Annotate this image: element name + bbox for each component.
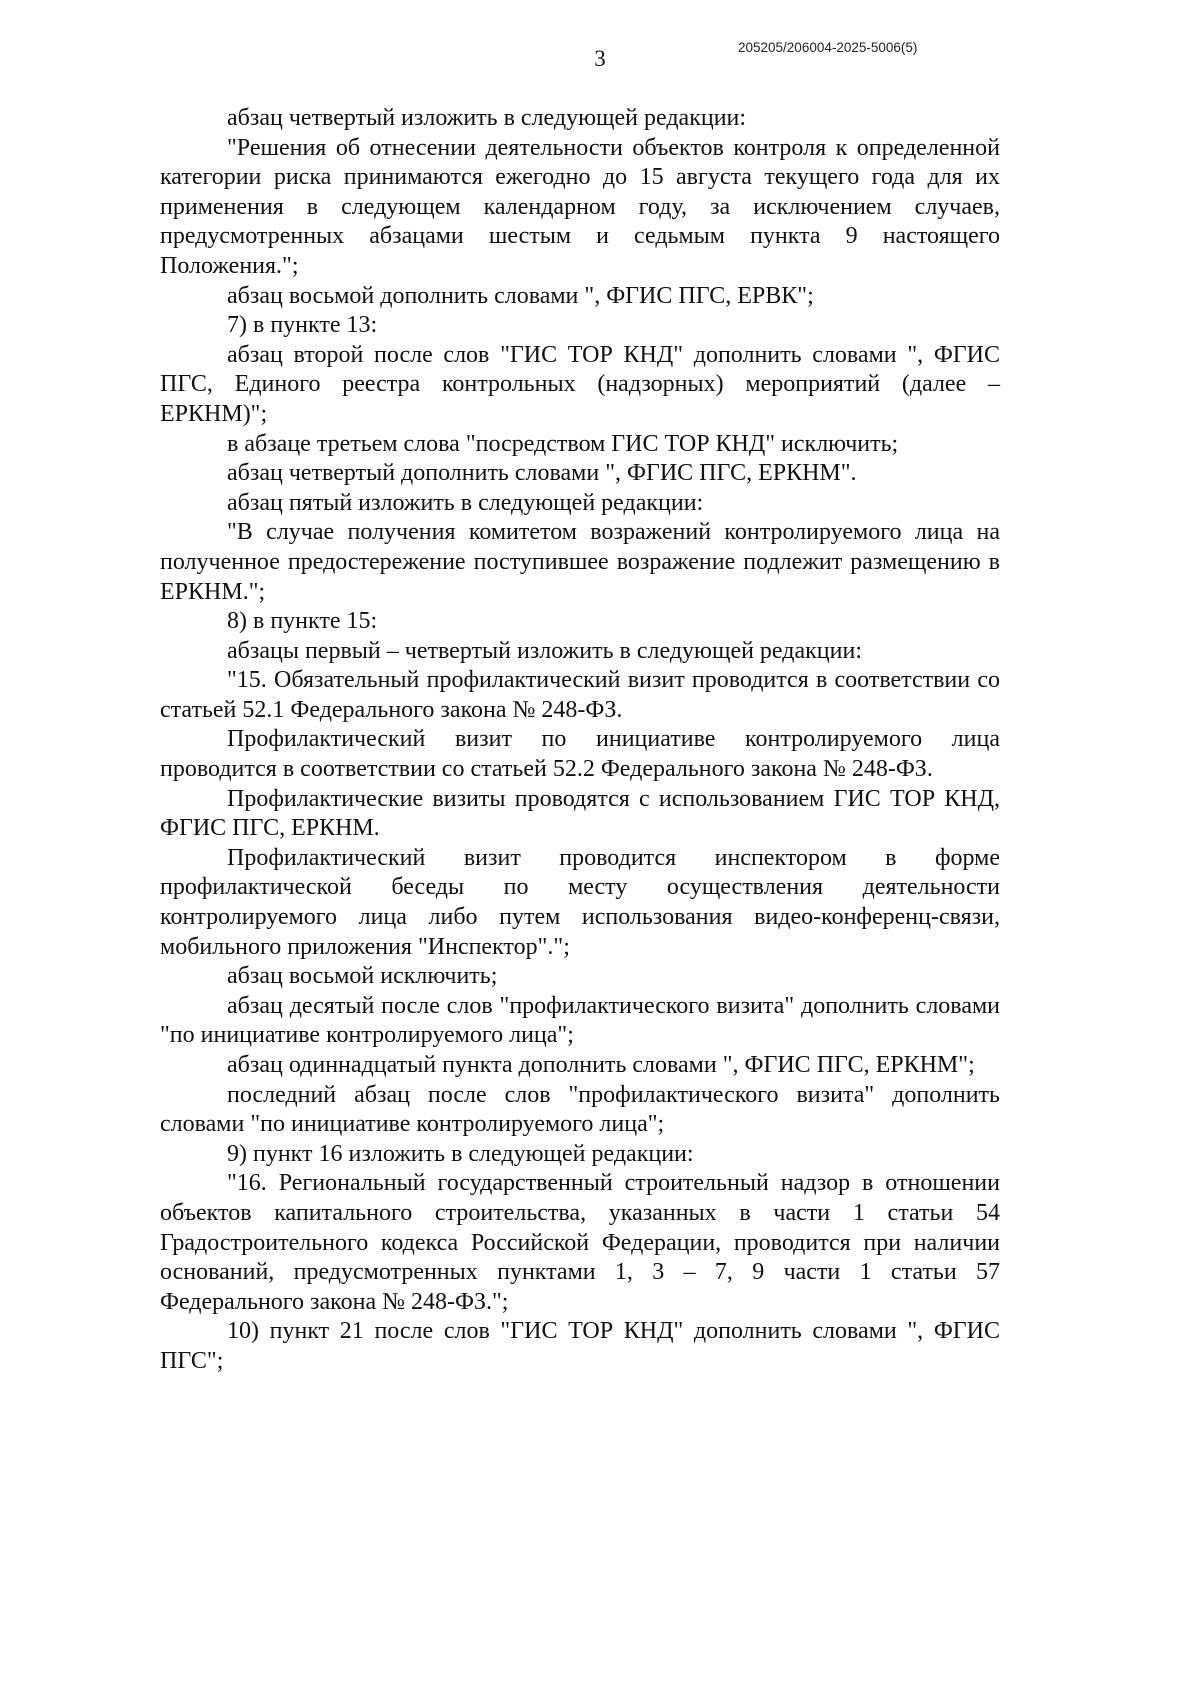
paragraph: 9) пункт 16 изложить в следующей редакции: [227, 1140, 694, 1167]
paragraph: 10) пункт 21 после слов "ГИС ТОР КНД" дополнить словами ", ФГИС ПГС"; [160, 1318, 1000, 1374]
paragraph: абзац одиннадцатый пункта дополнить словами ", ФГИС ПГС, ЕРКНМ"; [227, 1052, 975, 1078]
paragraph: абзац восьмой исключить; [227, 963, 498, 990]
paragraph: абзацы первый – четвертый изложить в следующей редакции: [227, 637, 862, 664]
document-body [160, 104, 1000, 1377]
paragraph: 8) в пункте 15: [227, 608, 378, 635]
paragraph: абзац четвертый изложить в следующей редакции: [227, 105, 747, 131]
paragraph: Профилактический визит по инициативе контролируемого лица проводится в соответствии со статьей 52.2 Федерального закона № 248-ФЗ. [160, 726, 1000, 783]
paragraph: "Решения об отнесении деятельности объектов контроля к определенной категории риска принимаются ежегодно до 15 августа текущего года для их применения в следующем календарном году, за исключением случаев, предусмотренных абзацами шестым и седьмым пункта 9 настоящего Положения."; [160, 134, 1000, 279]
paragraph: абзац десятый после слов "профилактического визита" дополнить словами "по инициативе контролируемого лица"; [160, 992, 1000, 1049]
paragraph: "В случае получения комитетом возражений контролируемого лица на полученное предостережение поступившее возражение подлежит размещению в ЕРКНМ."; [160, 519, 1000, 605]
document-id: 205205/206004-2025-5006(5) [738, 40, 918, 55]
paragraph: Профилактические визиты проводятся с использованием ГИС ТОР КНД, ФГИС ПГС, ЕРКНМ. [160, 785, 1000, 842]
paragraph: абзац восьмой дополнить словами ", ФГИС ПГС, ЕРВК"; [227, 282, 814, 309]
paragraph: абзац пятый изложить в следующей редакции: [227, 489, 704, 516]
page-number: 3 [594, 46, 606, 71]
paragraph: "15. Обязательный профилактический визит проводится в соответствии со статьей 52.1 Федерального закона № 248-ФЗ. [160, 667, 1000, 723]
paragraph: абзац четвертый дополнить словами ", ФГИС ПГС, ЕРКНМ". [227, 460, 857, 487]
paragraph: 7) в пункте 13: [227, 312, 378, 339]
paragraph: в абзаце третьем слова "посредством ГИС ТОР КНД" исключить; [227, 430, 899, 457]
paragraph: "16. Региональный государственный строительный надзор в отношении объектов капитального строительства, указанных в части 1 статьи 54 Градостроительного кодекса Российской Федерации, проводится при наличии оснований, предусмотренных пунктами 1, 3 – 7, 9 части 1 статьи 57 Федерального закона № 248-ФЗ."; [160, 1170, 1000, 1315]
paragraph: последний абзац после слов "профилактического визита" дополнить словами "по инициативе контролируемого лица"; [160, 1081, 1000, 1138]
paragraph: Профилактический визит проводится инспектором в форме профилактической беседы по месту осуществления деятельности контролируемого лица либо путем использования видео-конференц-связи, мобильного приложения "Инспектор"."; [160, 844, 1000, 960]
paragraph: абзац второй после слов "ГИС ТОР КНД" дополнить словами ", ФГИС ПГС, Единого реестра контрольных (надзорных) мероприятий (далее – ЕРКНМ)"; [160, 341, 1000, 427]
